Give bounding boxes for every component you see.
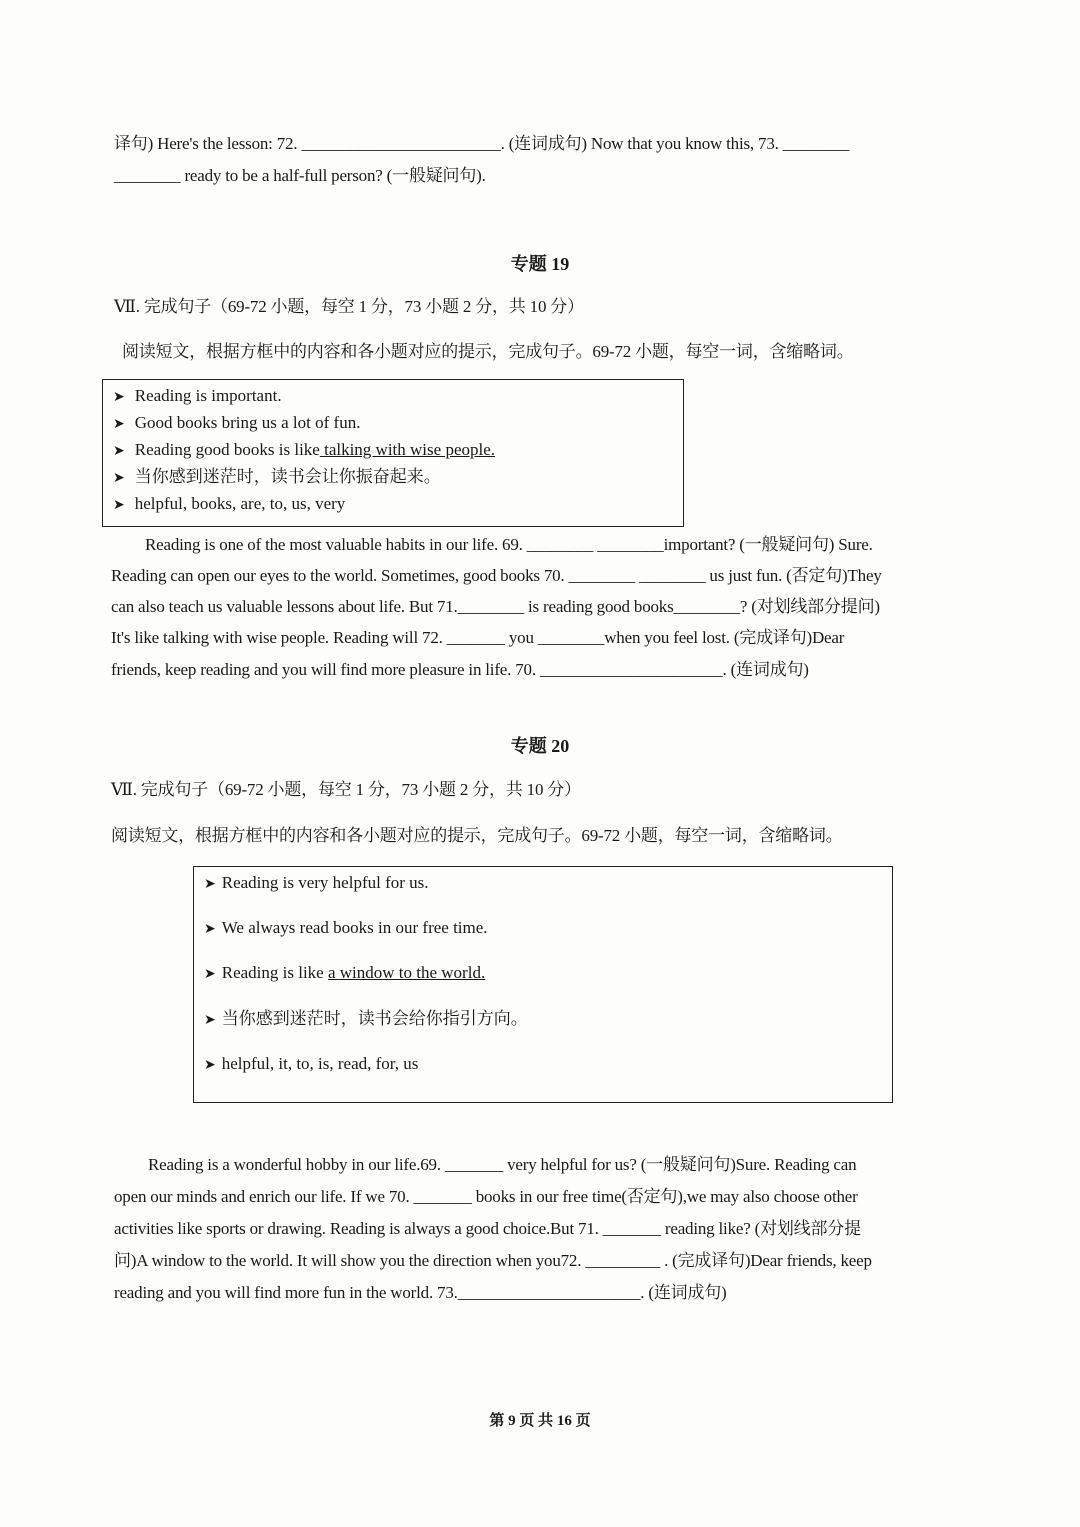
underlined-phrase: talking with wise people. [319, 440, 496, 459]
section-19-direction: 阅读短文，根据方框中的内容和各小题对应的提示，完成句子。69-72 小题，每空一词，含缩略词。 [122, 342, 854, 361]
hint-item: ➤ Reading is like a window to the world. [204, 963, 485, 985]
top-line-1: 译句) Here's the lesson: 72. ________________________. (连词成句) Now that you know this, 73. ________ [114, 134, 850, 153]
section-20-instruction: Ⅶ. 完成句子（69-72 小题，每空 1 分，73 小题 2 分，共 10 分） [111, 780, 581, 799]
hint-item: ➤ 当你感到迷茫时，读书会给你指引方向。 [204, 1009, 528, 1031]
hint-item: ➤ Good books bring us a lot of fun. [113, 413, 360, 435]
arrow-bullet-icon: ➤ [113, 471, 125, 486]
section-19-paragraph-line: friends, keep reading and you will find more pleasure in life. 70. ______________________. (连词成句) [111, 660, 809, 679]
arrow-bullet-icon: ➤ [204, 1013, 216, 1028]
section-20-paragraph-line: open our minds and enrich our life. If we 70. _______ books in our free time(否定句),we may also choose other [114, 1187, 858, 1206]
top-line-2: ________ ready to be a half-full person? (一般疑问句). [114, 166, 486, 185]
arrow-bullet-icon: ➤ [113, 498, 125, 513]
arrow-bullet-icon: ➤ [204, 967, 216, 982]
arrow-bullet-icon: ➤ [113, 390, 125, 405]
hint-item: ➤ We always read books in our free time. [204, 918, 488, 940]
hint-item: ➤ helpful, it, to, is, read, for, us [204, 1054, 418, 1076]
hint-item: ➤ Reading good books is like talking with wise people. [113, 440, 495, 462]
hint-item: ➤ Reading is important. [113, 386, 282, 408]
section-20-paragraph-line: reading and you will find more fun in the world. 73.______________________. (连词成句) [114, 1283, 727, 1302]
hint-item: ➤ helpful, books, are, to, us, very [113, 494, 345, 516]
arrow-bullet-icon: ➤ [113, 444, 125, 459]
page-number-footer: 第 9 页 共 16 页 [489, 1413, 591, 1429]
section-19-paragraph-line: Reading is one of the most valuable habits in our life. 69. ________ ________important? (一般疑问句) Sure. [145, 535, 873, 554]
section-20-paragraph-line: 问)A window to the world. It will show you the direction when you72. _________ . (完成译句)Dear friends, keep [114, 1251, 872, 1270]
section-20-title: 专题 20 [510, 736, 570, 756]
arrow-bullet-icon: ➤ [204, 877, 216, 892]
arrow-bullet-icon: ➤ [113, 417, 125, 432]
arrow-bullet-icon: ➤ [204, 1058, 216, 1073]
section-20-direction: 阅读短文，根据方框中的内容和各小题对应的提示，完成句子。69-72 小题，每空一词，含缩略词。 [111, 826, 843, 845]
arrow-bullet-icon: ➤ [204, 922, 216, 937]
section-20-paragraph-line: Reading is a wonderful hobby in our life.69. _______ very helpful for us? (一般疑问句)Sure. Reading can [148, 1155, 857, 1174]
section-19-title: 专题 19 [510, 254, 570, 274]
section-19-instruction: Ⅶ. 完成句子（69-72 小题，每空 1 分，73 小题 2 分，共 10 分） [114, 297, 584, 316]
underlined-phrase: a window to the world. [327, 963, 486, 982]
section-19-paragraph-line: can also teach us valuable lessons about life. But 71.________ is reading good books________? (对划线部分提问) [111, 597, 880, 616]
section-20-hint-box [193, 866, 893, 1103]
section-19-paragraph-line: It's like talking with wise people. Reading will 72. _______ you ________when you feel lost. (完成译句)Dear [111, 628, 845, 647]
hint-item: ➤ Reading is very helpful for us. [204, 873, 429, 895]
section-19-paragraph-line: Reading can open our eyes to the world. Sometimes, good books 70. ________ ________ us just fun. (否定句)They [111, 566, 882, 585]
hint-item: ➤ 当你感到迷茫时，读书会让你振奋起来。 [113, 467, 441, 489]
section-20-paragraph-line: activities like sports or drawing. Reading is always a good choice.But 71. _______ reading like? (对划线部分提 [114, 1219, 861, 1238]
section-19-hint-box [102, 379, 684, 527]
